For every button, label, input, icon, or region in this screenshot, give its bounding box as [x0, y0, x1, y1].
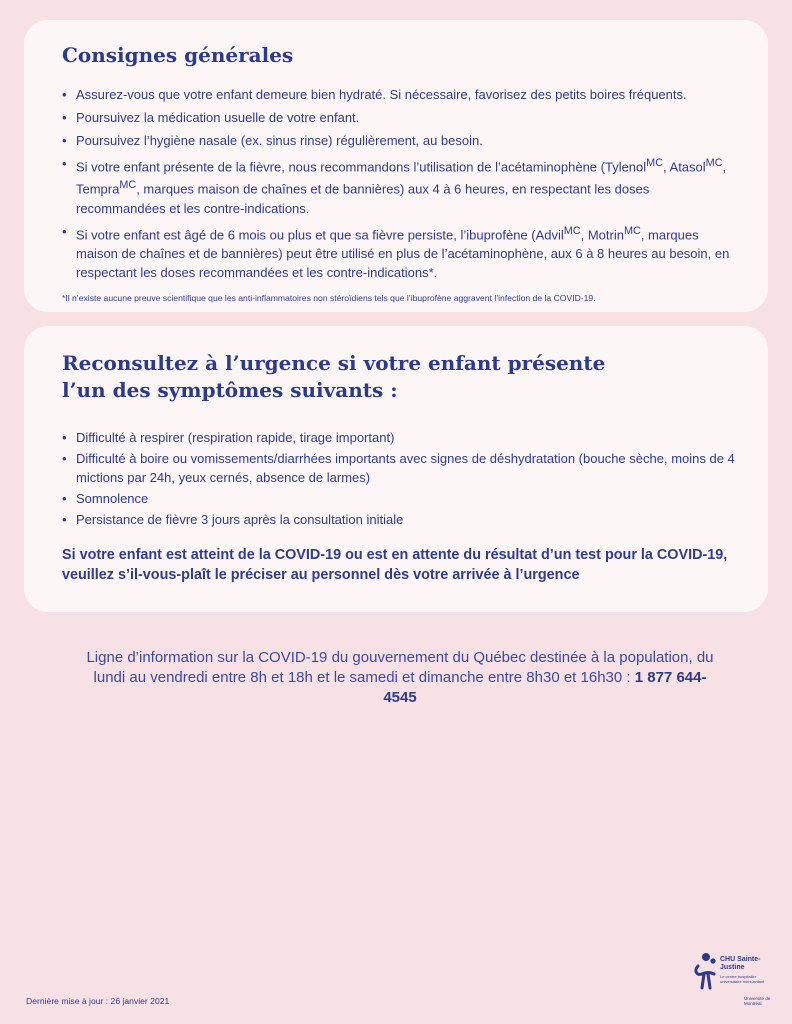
- footnote: *Il n’existe aucune preuve scientifique que les anti-inflammatoires non stéroïdiens tels que l’ibuprofène aggravent l’infection de la COVID-19.: [62, 292, 596, 303]
- general-instructions-list: [62, 85, 736, 282]
- emergency-title-line2: l’un des symptômes suivants :: [62, 378, 398, 402]
- logo-figure-icon: [692, 952, 720, 992]
- logo-name: CHU Sainte-Justine: [720, 956, 761, 971]
- list-item: • Assurez-vous que votre enfant demeure bien hydraté. Si nécessaire, favorisez des petits boires fréquents.: [62, 85, 736, 104]
- list-item: • Si votre enfant présente de la fièvre, nous recommandons l’utilisation de l’acétaminophène (Tylenol$^{MC}$, Atasol$^{MC}$, Tempra$^{MC}$, marques maison de chaînes et de bannières) aux 4 à 6 heures, en respectant les doses recommandées et les contre-indications.: [62, 154, 736, 218]
- emergency-title-line1: Reconsultez à l’urgence si votre enfant présente: [62, 351, 606, 375]
- emergency-card: [24, 326, 768, 612]
- logo-tagline: Le centre hospitalier universitaire mère-enfant: [720, 974, 765, 984]
- chu-sainte-justine-logo: [692, 950, 772, 1016]
- symptoms-list: [62, 428, 736, 529]
- hotline-text: Ligne d’information sur la COVID-19 du gouvernement du Québec destinée à la population, du lundi au vendredi entre 8h et 18h et le samedi et dimanche entre 8h30 et 16h30 :: [86, 649, 714, 686]
- list-item: • Somnolence: [62, 489, 736, 508]
- list-item: • Difficulté à respirer (respiration rapide, tirage important): [62, 428, 736, 447]
- general-instructions-card: [24, 20, 768, 312]
- last-updated: Dernière mise à jour : 26 janvier 2021: [26, 996, 170, 1006]
- list-item: • Poursuivez l’hygiène nasale (ex. sinus rinse) régulièrement, au besoin.: [62, 131, 736, 150]
- logo-affiliation: Université de Montréal: [744, 996, 771, 1006]
- list-item: • Persistance de fièvre 3 jours après la consultation initiale: [62, 510, 736, 529]
- list-item: • Difficulté à boire ou vomissements/diarrhées importants avec signes de déshydratation (bouche sèche, moins de 4 mictions par 24h, yeux cernés, absence de larmes): [62, 449, 736, 487]
- covid-alert-text: Si votre enfant est atteint de la COVID-19 ou est en attente du résultat d’un test pour la COVID-19, veuillez s’il-vous-plaît le préciser au personnel dès votre arrivée à l’urgence: [62, 547, 728, 583]
- hotline-phone: 1 877 644-4545: [383, 669, 707, 706]
- general-instructions-title: Consignes générales: [62, 43, 294, 67]
- hotline-info: [80, 648, 720, 708]
- emergency-title: [62, 350, 736, 404]
- list-item: • Poursuivez la médication usuelle de votre enfant.: [62, 108, 736, 127]
- list-item: • Si votre enfant est âgé de 6 mois ou plus et que sa fièvre persiste, l’ibuprofène (Advil$^{MC}$, Motrin$^{MC}$, marques maison de chaînes et de bannières) peut être utilisé en plus de l’acétaminophène, aux 6 à 8 heures au besoin, en respectant les doses recommandées et les contre-indications*.: [62, 222, 736, 282]
